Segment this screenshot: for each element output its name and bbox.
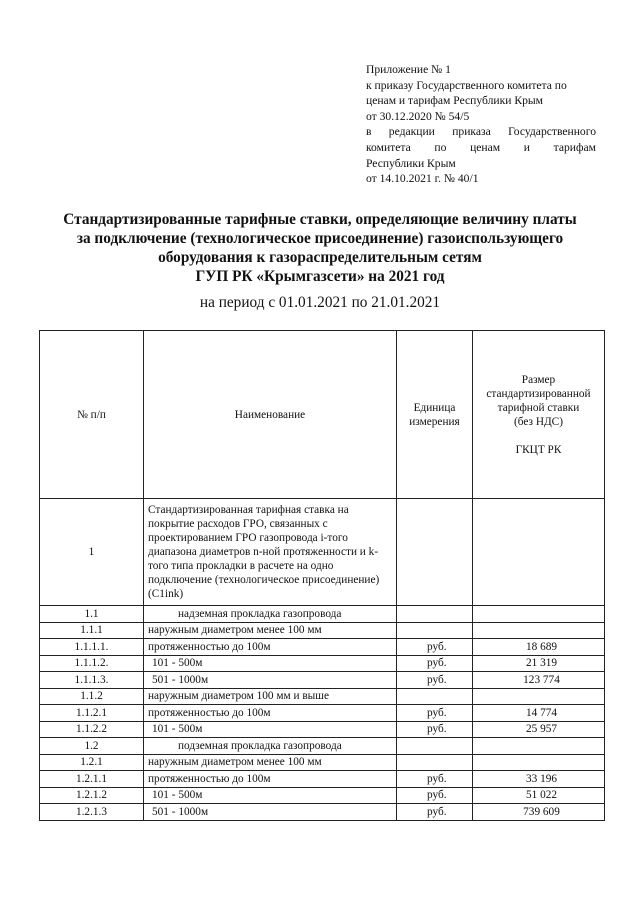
row-unit: руб. [397,655,473,672]
row-rate: 33 196 [473,771,605,788]
row-name: 501 - 1000м [144,672,397,689]
table-row [40,655,605,672]
row-rate [473,622,605,639]
header-num: № п/п [40,331,144,499]
table-row [40,672,605,689]
row-num: 1.2.1.2 [40,787,144,804]
appendix-line: Республики Крым [366,156,456,170]
table-row [40,705,605,722]
table-row [40,688,605,705]
table-row-section-1 [40,499,605,606]
header-rate: Размер стандартизированной тарифной ставки (без НДС) ГКЦТ РК [473,331,605,499]
row-num: 1.1.2 [40,688,144,705]
appendix-line: от 14.10.2021 г. № 40/1 [366,172,479,186]
table-row [40,738,605,755]
table-row [40,639,605,656]
row-rate: 25 957 [473,721,605,738]
appendix-line: к приказу Государственного комитета по [366,78,567,92]
period-subtitle: на период с 01.01.2021 по 21.01.2021 [199,294,441,311]
row-rate: 51 022 [473,787,605,804]
row-rate [473,499,605,606]
table-row [40,754,605,771]
row-desc: Стандартизированная тарифная ставка на покрытие расходов ГРО, связанных с проектированием ГРО газопровода i-того диапазона диаметров n-ной протяженности и k-того типа прокладки в расчете на одно подключение (технологическое присоединение) (C1ink) [144,499,397,606]
row-rate [473,606,605,623]
row-num: 1.2 [40,738,144,755]
row-rate [473,738,605,755]
row-unit: руб. [397,705,473,722]
row-num: 1.2.1.3 [40,804,144,821]
row-name: 501 - 1000м [144,804,397,821]
row-num: 1.1.1.1. [40,639,144,656]
table-row [40,622,605,639]
row-unit [397,754,473,771]
appendix-block [366,62,596,187]
appendix-line: от 30.12.2020 № 54/5 [366,109,470,123]
row-rate: 739 609 [473,804,605,821]
row-num: 1.2.1.1 [40,771,144,788]
row-rate: 21 319 [473,655,605,672]
row-rate: 18 689 [473,639,605,656]
tariff-table [39,330,605,821]
title-line: оборудования к газораспределительным сетям [158,249,482,266]
row-num: 1.1.1 [40,622,144,639]
row-unit: руб. [397,804,473,821]
row-name: протяженностью до 100м [144,705,397,722]
table-row [40,804,605,821]
table-row [40,771,605,788]
row-unit [397,738,473,755]
row-num: 1.1.1.2. [40,655,144,672]
document-title [40,210,600,286]
row-name: 101 - 500м [144,787,397,804]
row-num: 1.1 [40,606,144,623]
table-row [40,787,605,804]
row-num: 1.1.2.2 [40,721,144,738]
row-num: 1.2.1 [40,754,144,771]
row-unit [397,499,473,606]
appendix-line: комитета по ценам и тарифам [366,140,596,154]
appendix-line: ценам и тарифам Республики Крым [366,94,544,108]
row-unit: руб. [397,672,473,689]
table-header-row [40,331,605,499]
row-name: наружным диаметром менее 100 мм [144,622,397,639]
row-unit: руб. [397,639,473,656]
row-rate: 14 774 [473,705,605,722]
appendix-line: в редакции приказа Государственного [366,125,596,139]
row-num: 1.1.2.1 [40,705,144,722]
row-name: надземная прокладка газопровода [144,606,397,623]
table-row [40,606,605,623]
row-num: 1.1.1.3. [40,672,144,689]
row-name: 101 - 500м [144,721,397,738]
row-unit [397,622,473,639]
row-name: наружным диаметром 100 мм и выше [144,688,397,705]
row-unit: руб. [397,771,473,788]
row-name: наружным диаметром менее 100 мм [144,754,397,771]
title-line: ГУП РК «Крымгазсети» на 2021 год [195,268,445,285]
header-name: Наименование [144,331,397,499]
row-name: протяженностью до 100м [144,771,397,788]
row-rate: 123 774 [473,672,605,689]
table-row [40,721,605,738]
row-num: 1 [40,499,144,606]
row-name: подземная прокладка газопровода [144,738,397,755]
row-name: протяженностью до 100м [144,639,397,656]
row-rate [473,688,605,705]
row-name: 101 - 500м [144,655,397,672]
title-line: за подключение (технологическое присоединение) газоиспользующего [76,230,564,247]
row-unit: руб. [397,787,473,804]
row-unit [397,606,473,623]
appendix-line: Приложение № 1 [366,63,451,76]
row-unit [397,688,473,705]
row-unit: руб. [397,721,473,738]
title-line: Стандартизированные тарифные ставки, определяющие величину платы [63,211,577,228]
row-rate [473,754,605,771]
header-unit: Единица измерения [397,331,473,499]
